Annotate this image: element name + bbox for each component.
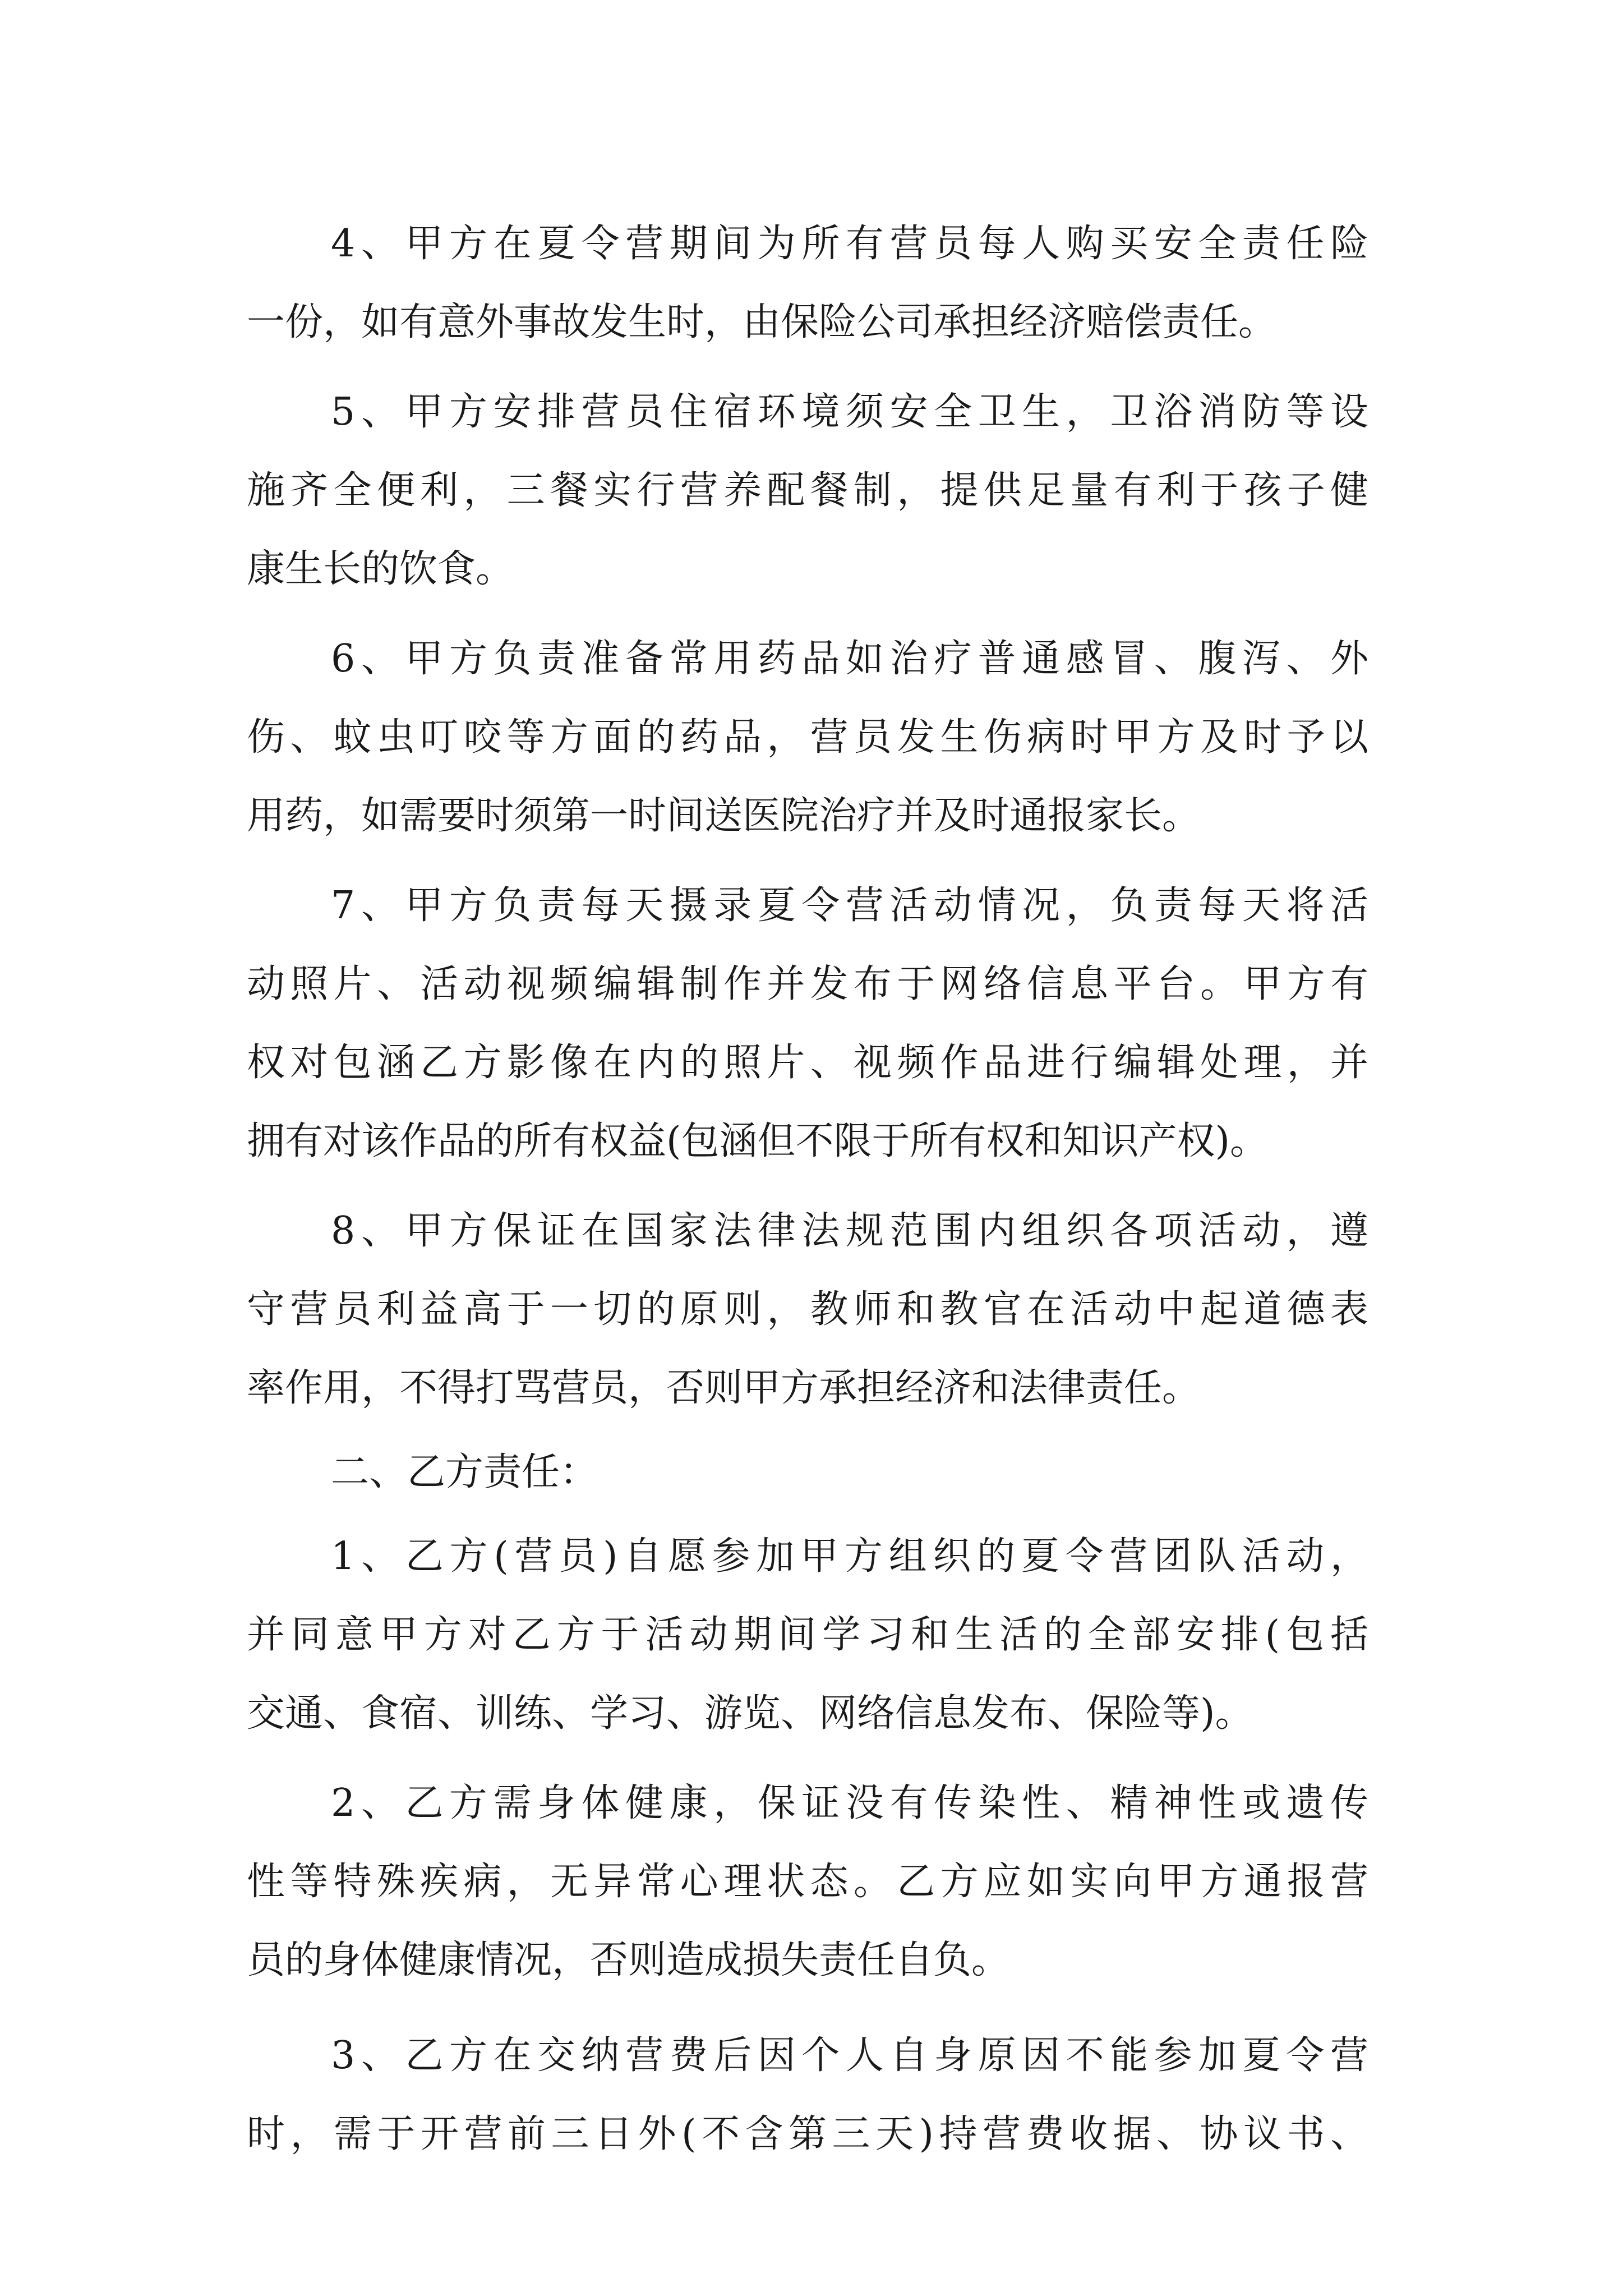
paragraph-line: 性等特殊疾病，无异常心理状态。乙方应如实向甲方通报营 (247, 1860, 1368, 1904)
paragraph-line: 并同意甲方对乙方于活动期间学习和生活的全部安排(包括 (247, 1613, 1368, 1657)
paragraph-line: 守营员利益高于一切的原则，教师和教官在活动中起道德表 (247, 1287, 1368, 1332)
paragraph-line: 交通、食宿、训练、学习、游览、网络信息发布、保险等)。 (247, 1691, 1253, 1736)
paragraph-line: 3、乙方在交纳营费后因个人自身原因不能参加夏令营 (331, 2033, 1368, 2078)
paragraph-line: 7、甲方负责每天摄录夏令营活动情况，负责每天将活 (331, 884, 1368, 928)
paragraph-line: 康生长的饮食。 (247, 547, 514, 591)
paragraph-line: 拥有对该作品的所有权益(包涵但不限于所有权和知识产权)。 (247, 1119, 1269, 1163)
paragraph-line: 4、甲方在夏令营期间为所有营员每人购买安全责任险 (331, 222, 1368, 266)
paragraph-line: 用药，如需要时须第一时间送医院治疗并及时通报家长。 (247, 794, 1201, 838)
paragraph-line: 时，需于开营前三日外(不含第三天)持营费收据、协议书、 (247, 2112, 1368, 2156)
paragraph-line: 6、甲方负责准备常用药品如治疗普通感冒、腹泻、外 (331, 637, 1368, 681)
paragraph-line: 8、甲方保证在国家法律法规范围内组织各项活动，遵 (331, 1209, 1368, 1253)
paragraph-line: 权对包涵乙方影像在内的照片、视频作品进行编辑处理，并 (247, 1041, 1368, 1085)
paragraph-line: 施齐全便利，三餐实行营养配餐制，提供足量有利于孩子健 (247, 468, 1368, 513)
paragraph-line: 1、乙方(营员)自愿参加甲方组织的夏令营团队活动， (331, 1534, 1368, 1579)
section-heading: 二、乙方责任： (331, 1450, 598, 1494)
paragraph-line: 动照片、活动视频编辑制作并发布于网络信息平台。甲方有 (247, 962, 1368, 1006)
paragraph-line: 5、甲方安排营员住宿环境须安全卫生，卫浴消防等设 (331, 390, 1368, 434)
paragraph-line: 率作用，不得打骂营员，否则甲方承担经济和法律责任。 (247, 1366, 1201, 1410)
paragraph-line: 伤、蚊虫叮咬等方面的药品，营员发生伤病时甲方及时予以 (247, 715, 1368, 760)
paragraph-line: 2、乙方需身体健康，保证没有传染性、精神性或遗传 (331, 1781, 1368, 1825)
paragraph-line: 一份，如有意外事故发生时，由保险公司承担经济赔偿责任。 (247, 300, 1277, 344)
paragraph-line: 员的身体健康情况，否则造成损失责任自负。 (247, 1938, 1010, 1982)
